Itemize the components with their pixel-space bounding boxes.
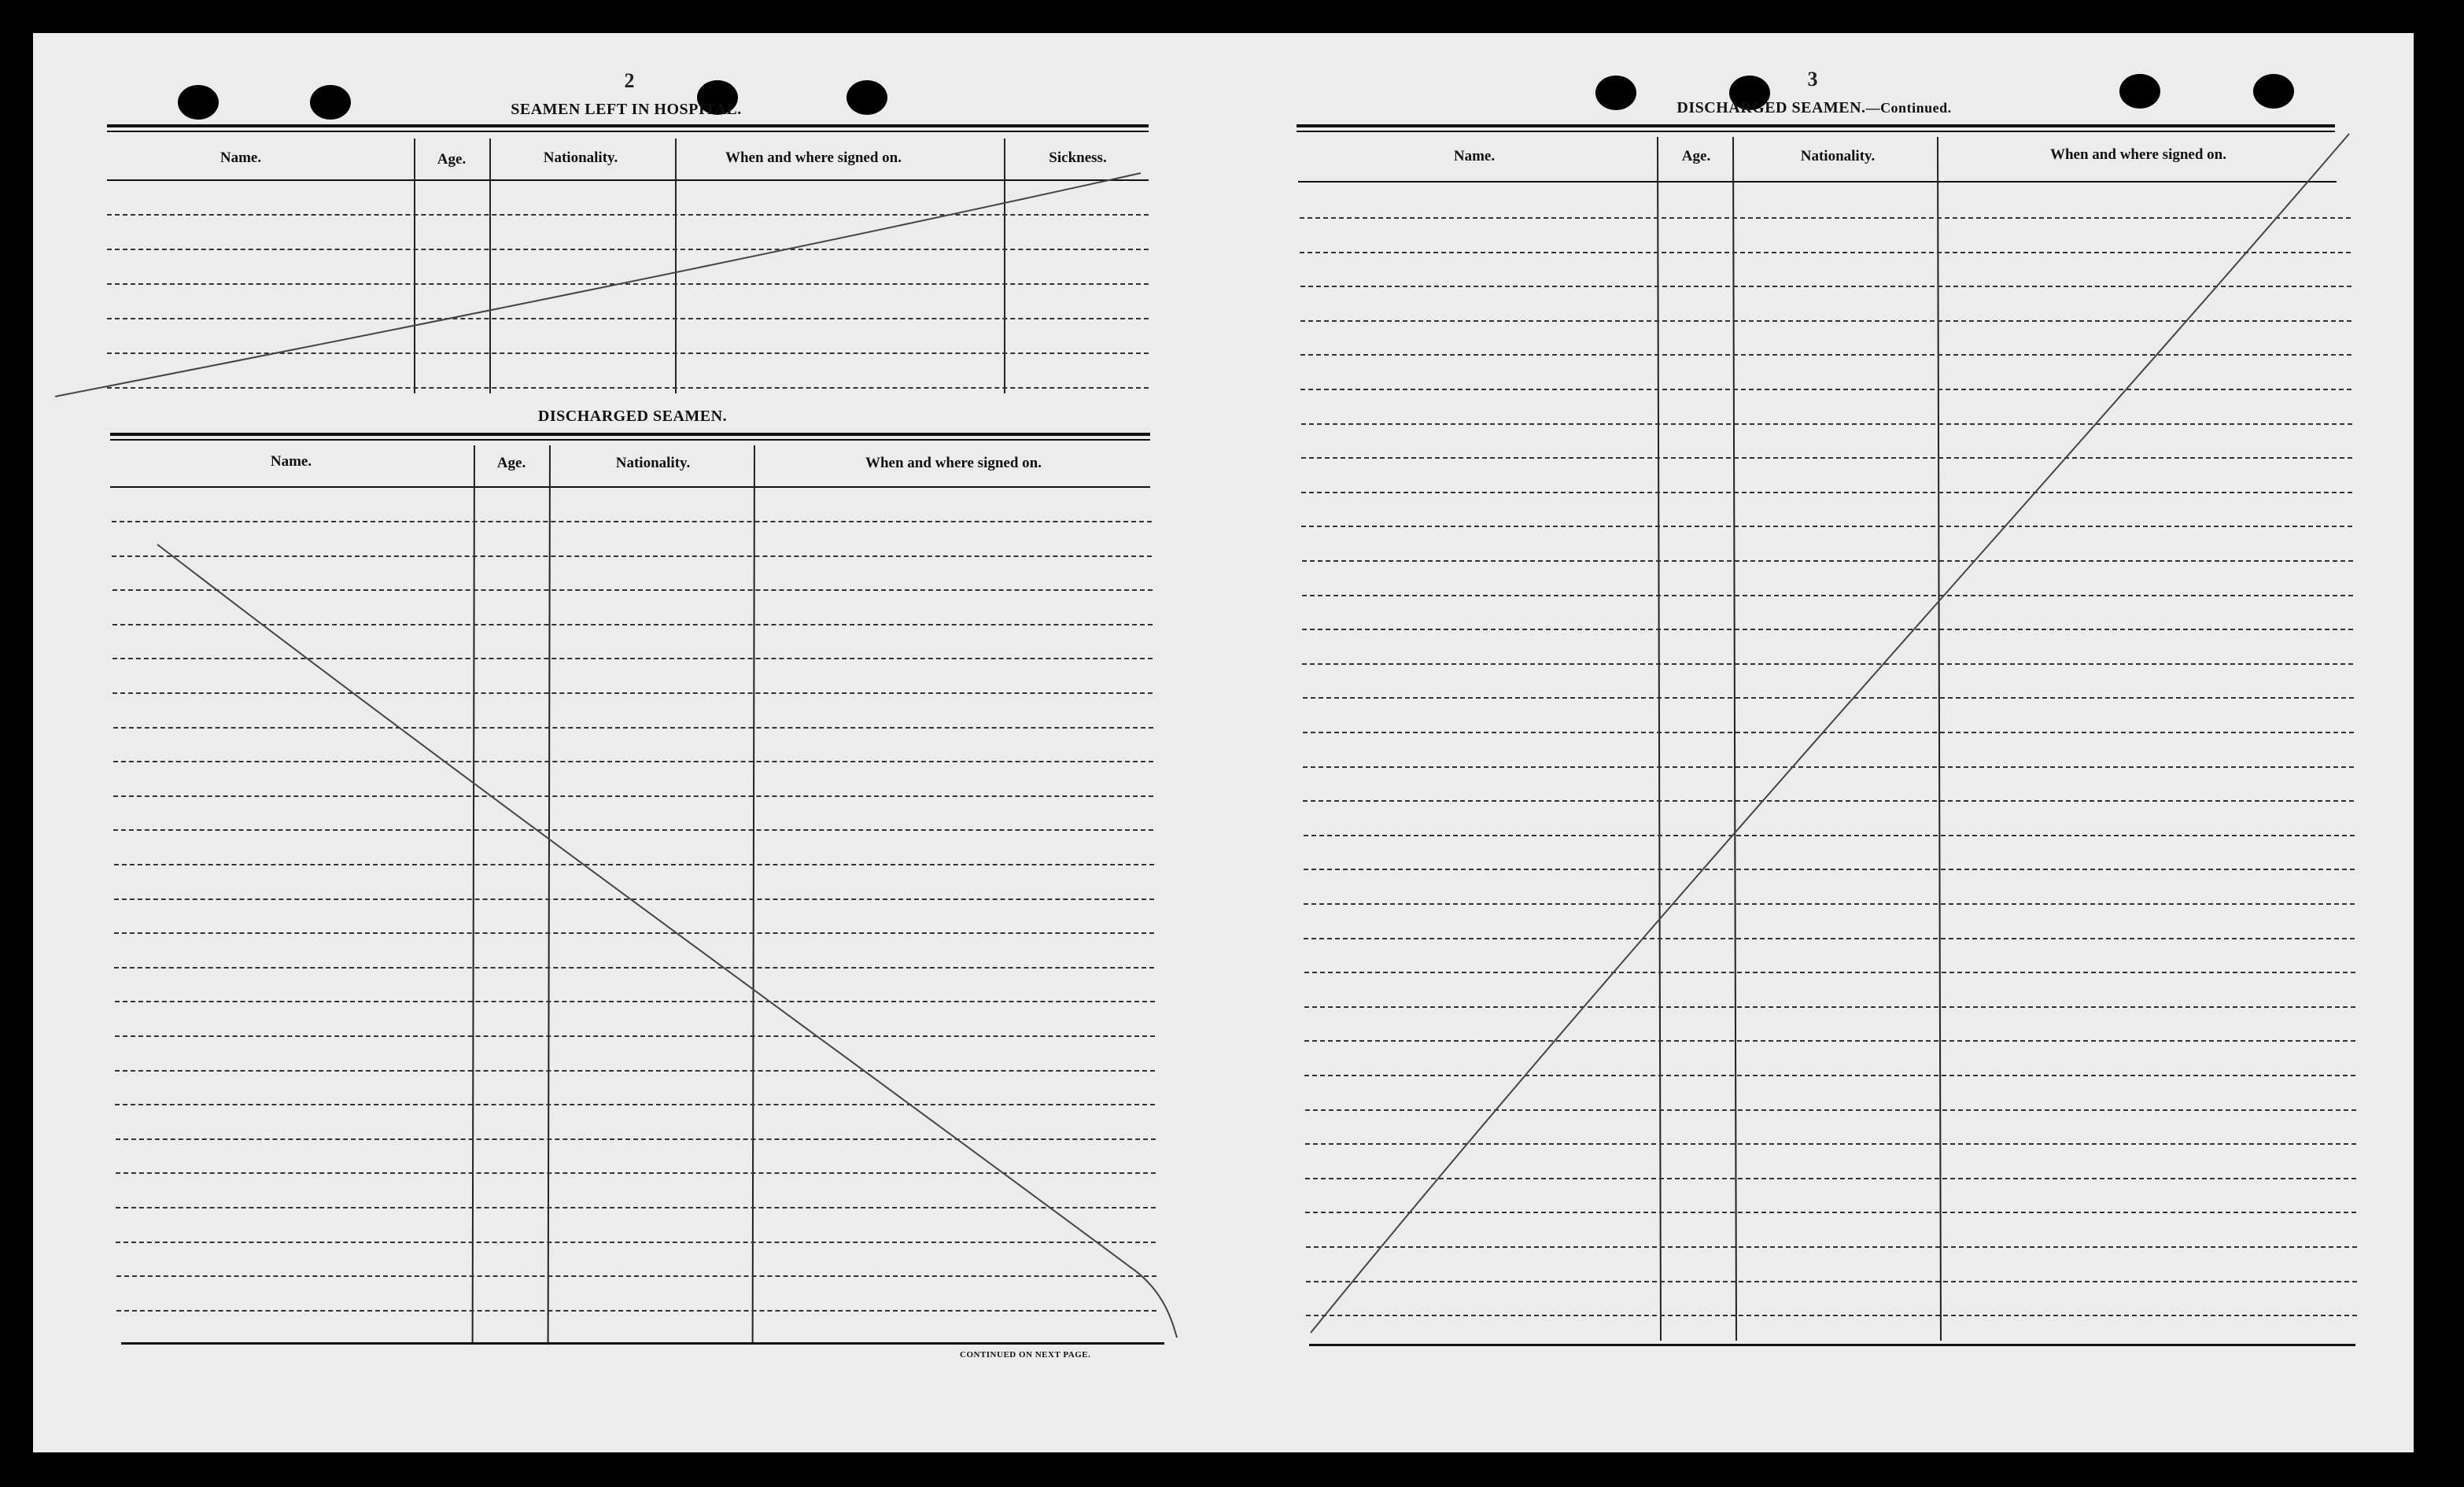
continued-note: CONTINUED ON NEXT PAGE. [960, 1350, 1091, 1360]
discharged-cancel-stroke [157, 544, 1177, 1338]
right-cancel-stroke [1311, 134, 2349, 1333]
right-title-main: DISCHARGED SEAMEN. [1676, 99, 1866, 116]
hospital-col-sickness: Sickness. [1049, 149, 1107, 166]
discharged-col-nationality: Nationality. [615, 455, 691, 471]
discharged-col-name: Name. [270, 453, 312, 470]
discharged-col-signed-on: When and where signed on. [865, 455, 1042, 471]
discharged-section-title: DISCHARGED SEAMEN. [537, 408, 728, 425]
hospital-col-nationality: Nationality. [543, 149, 618, 166]
hospital-cancel-stroke [55, 173, 1141, 397]
page-number-left: 2 [624, 69, 635, 92]
right-col-nationality: Nationality. [1800, 148, 1876, 164]
hospital-section-title: SEAMEN LEFT IN HOSPITAL. [511, 101, 742, 118]
discharged-col-age: Age. [496, 455, 526, 471]
hospital-col-name: Name. [219, 149, 262, 166]
right-col-age: Age. [1681, 148, 1711, 164]
hospital-col-age: Age. [437, 151, 467, 168]
right-col-name: Name. [1453, 148, 1496, 164]
right-col-signed-on: When and where signed on. [2049, 146, 2227, 163]
hospital-col-signed-on: When and where signed on. [725, 149, 902, 166]
page-number-right: 3 [1807, 68, 1818, 90]
right-title-suffix: —Continued. [1865, 100, 1952, 116]
